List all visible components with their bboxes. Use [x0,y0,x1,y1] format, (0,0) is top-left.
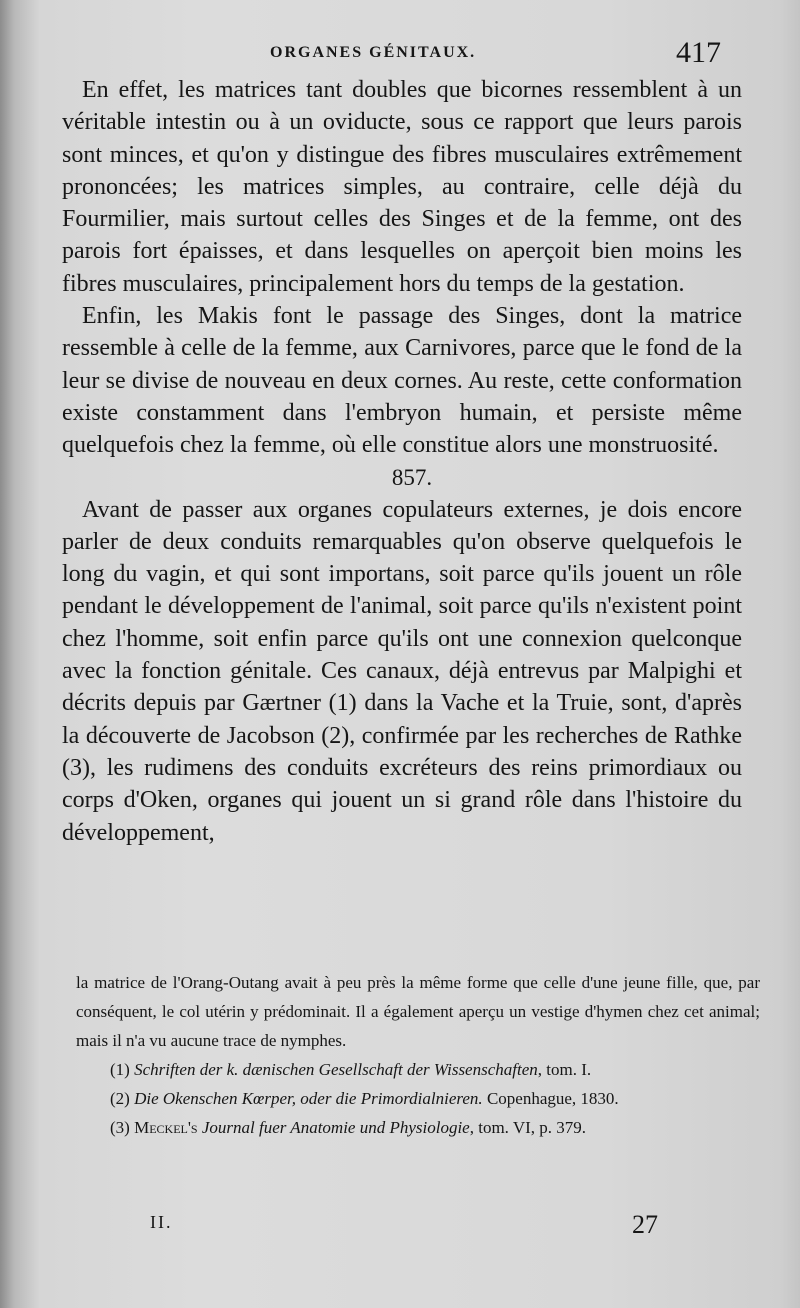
footnote-1 [76,1055,760,1084]
footnote-continuation: la matrice de l'Orang-Outang avait à peu près la même forme que celle d'une jeune fille, que, par conséquent, le col utérin y prédominait. Il a également aperçu un vestige d'hymen chez cet animal; mais il n'a vu aucune trace de nymphes. [76,973,760,1050]
main-text [62,74,742,849]
signature-mark: II. [150,1212,173,1232]
page-number: 417 [676,36,721,69]
footnotes [76,968,760,1142]
gathering-number: 27 [632,1210,658,1239]
footnote-title: Journal fuer Anatomie und Physiologie [201,1118,470,1137]
footnote-marker: (3) [110,1118,130,1137]
footnote-2 [76,1084,760,1113]
paragraph-1: En effet, les matrices tant doubles que bicornes ressemblent à un véritable intestin ou à un oviducte, sous ce rapport que leurs parois sont minces, et qu'on y distingue des fibres musculaires extrêmement prononcées; les matrices simples, au contraire, celle déjà du Fourmilier, mais surtout celles des Singes et de la femme, ont des parois fort épaisses, et dans lesquelles on aperçoit bien moins les fibres musculaires, principalement hors du temps de la gestation. [62,77,742,297]
paragraph-3: Avant de passer aux organes copulateurs externes, je dois encore parler de deux conduits remarquables qu'on observe quelquefois le long du vagin, et qui sont importans, soit parce qu'ils jouent un rôle pendant le développement de l'animal, soit parce qu'ils n'existent point chez l'homme, soit enfin parce qu'ils ont une connexion quelconque avec la fonction génitale. Ces canaux, déjà entrevus par Malpighi et décrits depuis par Gærtner (1) dans la Vache et la Truie, sont, d'après la découverte de Jacobson (2), confirmée par les recherches de Rathke (3), les rudimens des conduits excréteurs des reins primordiaux ou corps d'Oken, organes qui jouent un si grand rôle dans l'histoire du développement, [62,496,742,846]
footnote-title: Schriften der k. dænischen Gesellschaft der Wissenschaften [134,1060,538,1079]
footnote-rest: , tom. I. [537,1060,592,1079]
page-header [0,36,800,72]
footnote-marker: (1) [110,1060,130,1079]
paragraph-2: Enfin, les Makis font le passage des Singes, dont la matrice ressemble à celle de la femme, aux Carnivores, parce que le fond de la leur se divise de nouveau en deux cornes. Au reste, cette conformation existe constamment dans l'embryon humain, et persiste même quelquefois chez la femme, où elle constitue alors une monstruosité. [62,303,742,459]
footnote-rest: Copenhague, 1830. [482,1089,619,1108]
footnote-marker: (2) [110,1089,130,1108]
running-title: ORGANES GÉNITAUX. [270,44,477,61]
footnote-title: Die Okenschen Kœrper, oder die Primordialnieren. [134,1089,483,1108]
footnote-3 [76,1113,760,1142]
footnote-rest: , tom. VI, p. 379. [469,1118,587,1137]
footnote-author: Meckel's [134,1118,198,1137]
section-number: 857. [391,464,433,490]
